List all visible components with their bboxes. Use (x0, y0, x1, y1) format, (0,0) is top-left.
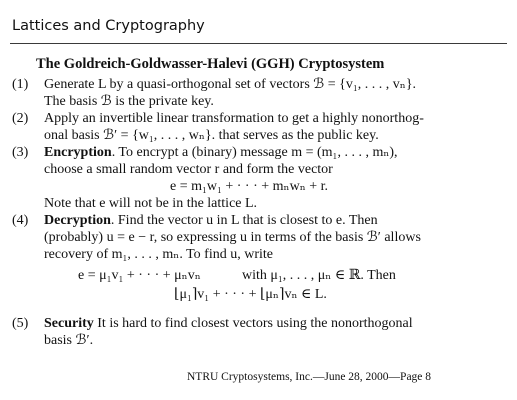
item-heading: Decryption (44, 213, 111, 228)
item-2-continuation: onal basis ℬ′ = {w₁, . . . , wₙ}. that serves as the public key. (44, 128, 379, 143)
list-item-1 (12, 76, 416, 94)
item-heading: Security (44, 316, 94, 331)
list-item-5 (12, 315, 413, 333)
decryption-equation-note: with μ₁, . . . , μₙ ∈ ℝ. Then (242, 268, 396, 283)
header-title: Lattices and Cryptography (12, 18, 205, 34)
item-number: (5) (12, 316, 29, 331)
item-number: (2) (12, 111, 29, 126)
item-5-continuation: basis ℬ′. (44, 333, 94, 348)
item-text: . Find the vector u in L that is closest to e. Then (110, 213, 378, 228)
decryption-equation: e = μ₁v₁ + · · · + μₙvₙ (78, 268, 201, 283)
item-number: (3) (12, 145, 29, 160)
item-heading: Encryption (44, 145, 112, 160)
item-3-continuation: choose a small random vector r and form the vector (44, 162, 333, 177)
item-3-note: Note that e will not be in the lattice L. (44, 196, 258, 211)
list-item-4 (12, 212, 378, 230)
encryption-equation: e = m₁w₁ + · · · + mₙwₙ + r. (170, 179, 329, 194)
item-1-continuation: The basis ℬ is the private key. (44, 94, 214, 109)
list-item-3 (12, 144, 398, 162)
item-text: It is hard to find closest vectors using the nonorthogonal (93, 316, 413, 331)
item-number: (1) (12, 77, 29, 92)
list-item-2 (12, 110, 424, 128)
header-divider (10, 43, 507, 44)
slide-title: The Goldreich-Goldwasser-Halevi (GGH) Cryptosystem (36, 56, 385, 72)
slide-footer: NTRU Cryptosystems, Inc.—June 28, 2000—Page 8 (187, 371, 432, 383)
item-text: Generate L by a quasi-orthogonal set of vectors ℬ = {v₁, . . . , vₙ}. (44, 77, 417, 92)
item-text: Apply an invertible linear transformation to get a highly nonorthog- (44, 111, 424, 126)
rounded-sum-equation: ⌊μ₁⌉v₁ + · · · + ⌊μₙ⌉vₙ ∈ L. (174, 287, 327, 302)
item-4-continuation-2: recovery of m₁, . . . , mₙ. To find u, write (44, 247, 273, 262)
item-4-continuation: (probably) u = e − r, so expressing u in terms of the basis ℬ′ allows (44, 230, 421, 245)
item-text: . To encrypt a (binary) message m = (m₁, . . . , mₙ), (111, 145, 398, 160)
item-number: (4) (12, 213, 29, 228)
